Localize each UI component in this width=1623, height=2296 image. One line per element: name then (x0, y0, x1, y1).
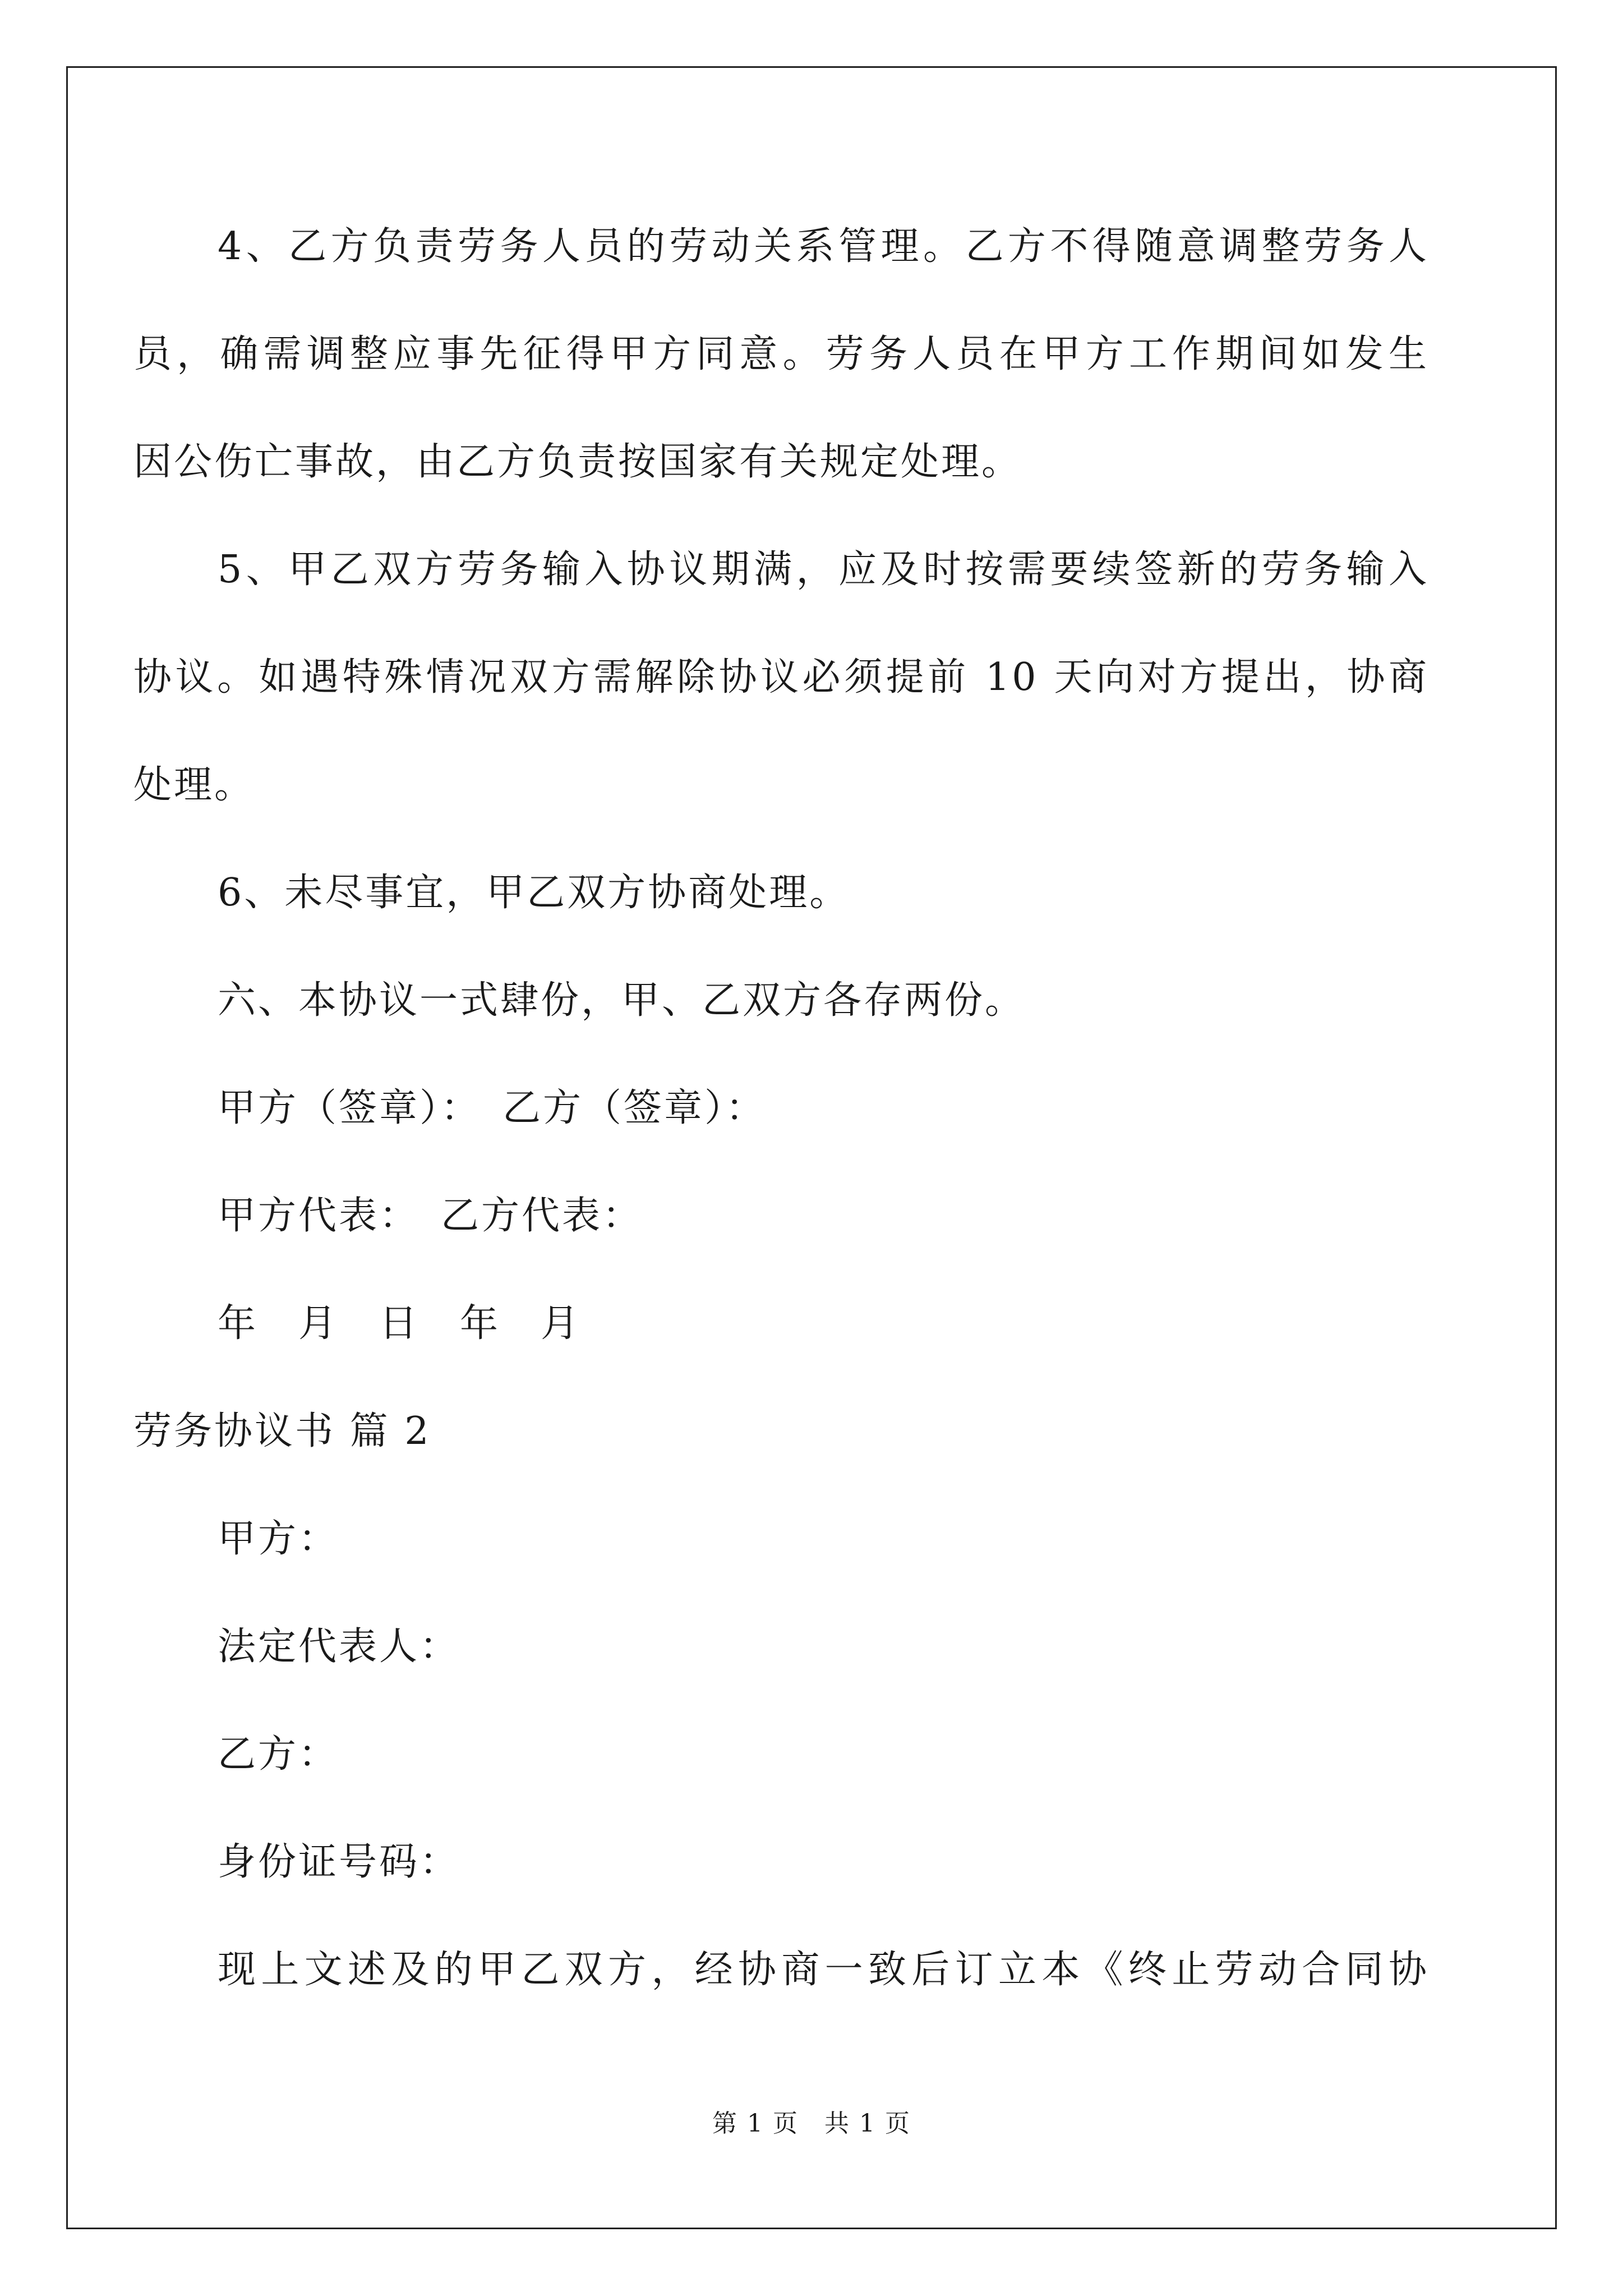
paragraph-line: 协议。如遇特殊情况双方需解除协议必须提前 10 天向对方提出，协商 (133, 655, 1429, 700)
party-a-line: 甲方： (218, 1517, 339, 1561)
party-b-line: 乙方： (218, 1732, 339, 1777)
paragraph-line: 处理。 (133, 763, 255, 807)
signature-line: 甲方（签章）： 乙方（签章）： (218, 1086, 767, 1130)
paragraph-line: 6、未尽事宜，甲乙双方协商处理。 (218, 871, 850, 915)
paragraph-line: 4、乙方负责劳务人员的劳动关系管理。乙方不得随意调整劳务人 (218, 224, 1429, 269)
paragraph-line: 因公伤亡事故，由乙方负责按国家有关规定处理。 (133, 440, 1022, 484)
legal-representative-line: 法定代表人： (218, 1625, 460, 1669)
representative-line: 甲方代表： 乙方代表： (218, 1194, 643, 1238)
paragraph-line: 5、甲乙双方劳务输入协议期满，应及时按需要续签新的劳务输入 (218, 547, 1429, 592)
page-number: 第 1 页 共 1 页 (712, 2109, 911, 2138)
paragraph-line: 六、本协议一式肆份，甲、乙双方各存两份。 (218, 978, 1026, 1023)
date-line: 年 月 日 年 月 (218, 1301, 582, 1346)
section-title: 劳务协议书 篇 2 (133, 1409, 431, 1453)
paragraph-line: 员，确需调整应事先征得甲方同意。劳务人员在甲方工作期间如发生 (133, 332, 1429, 376)
paragraph-line: 现上文述及的甲乙双方，经协商一致后订立本《终止劳动合同协 (218, 1948, 1429, 1992)
id-number-line: 身份证号码： (218, 1840, 460, 1884)
page-border (66, 66, 1557, 2229)
